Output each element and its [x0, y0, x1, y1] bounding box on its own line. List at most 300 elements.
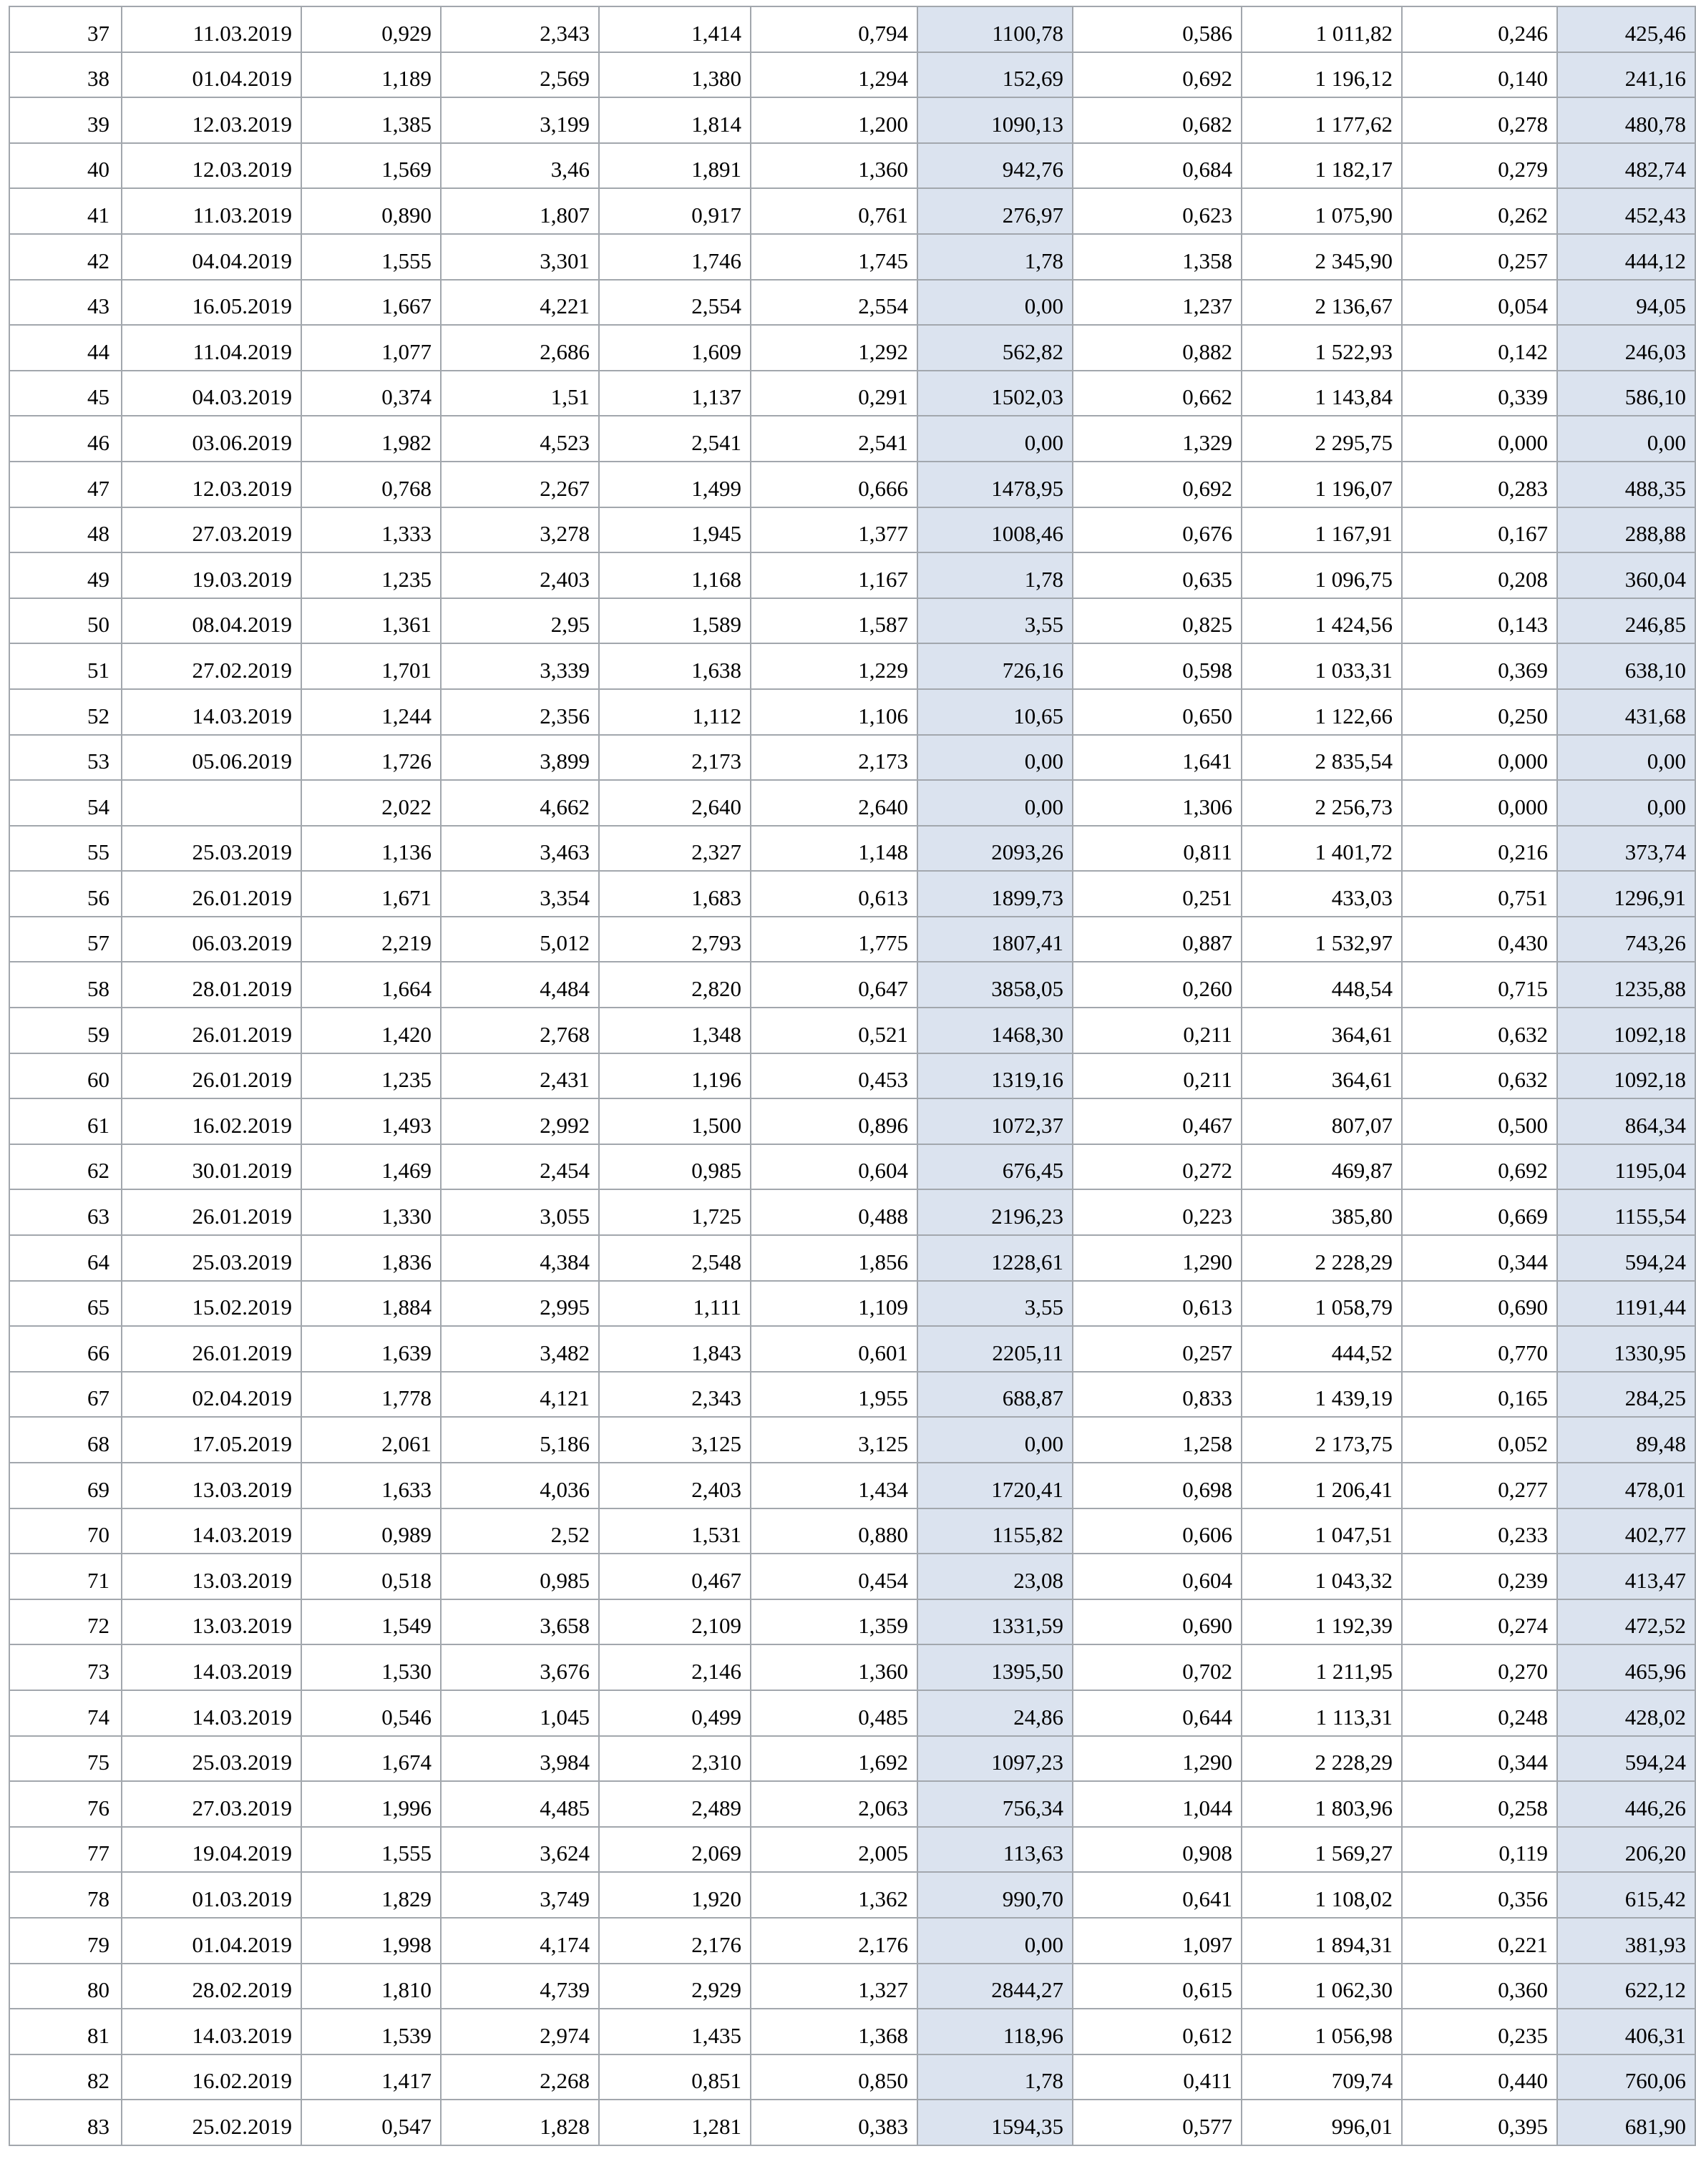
table-row	[9, 52, 1695, 98]
cell-value-b: 1,828	[441, 2100, 599, 2145]
cell-value-e: 0,692	[1073, 462, 1242, 507]
cell-value-b: 3,278	[441, 507, 599, 553]
cell-value-a: 1,244	[301, 689, 441, 735]
cell-value-d: 0,896	[751, 1098, 917, 1144]
cell-value-b: 4,036	[441, 1463, 599, 1508]
cell-value-d: 1,362	[751, 1872, 917, 1918]
cell-row-number: 82	[9, 2054, 122, 2100]
table-row	[9, 188, 1695, 234]
cell-value-c: 1,281	[599, 2100, 751, 2145]
cell-row-number: 61	[9, 1098, 122, 1144]
cell-amount-1: 469,87	[1242, 1144, 1402, 1190]
cell-value-e: 0,702	[1073, 1644, 1242, 1690]
cell-value-b: 4,484	[441, 962, 599, 1008]
cell-date: 19.03.2019	[122, 552, 301, 598]
cell-value-e: 0,257	[1073, 1326, 1242, 1372]
cell-value-b: 3,899	[441, 735, 599, 781]
cell-value-f: 0,142	[1402, 325, 1557, 371]
cell-value-c: 1,348	[599, 1008, 751, 1053]
cell-value-b: 2,431	[441, 1053, 599, 1099]
cell-sum-2: 1155,54	[1557, 1189, 1695, 1235]
cell-sum-2: 0,00	[1557, 780, 1695, 826]
cell-value-e: 0,251	[1073, 871, 1242, 917]
table-row	[9, 1144, 1695, 1190]
cell-date: 28.01.2019	[122, 962, 301, 1008]
cell-value-e: 0,833	[1073, 1372, 1242, 1418]
cell-value-d: 1,434	[751, 1463, 917, 1508]
table-row	[9, 462, 1695, 507]
cell-amount-1: 2 228,29	[1242, 1235, 1402, 1281]
cell-value-f: 0,052	[1402, 1417, 1557, 1463]
cell-row-number: 78	[9, 1872, 122, 1918]
cell-value-f: 0,279	[1402, 143, 1557, 189]
cell-sum-1: 562,82	[917, 325, 1073, 371]
cell-row-number: 79	[9, 1918, 122, 1964]
cell-value-a: 1,361	[301, 598, 441, 644]
cell-date: 13.03.2019	[122, 1599, 301, 1645]
cell-value-a: 2,061	[301, 1417, 441, 1463]
table-body	[9, 6, 1695, 2145]
cell-value-e: 0,211	[1073, 1008, 1242, 1053]
cell-value-d: 0,880	[751, 1508, 917, 1554]
cell-date: 27.03.2019	[122, 507, 301, 553]
cell-amount-1: 1 122,66	[1242, 689, 1402, 735]
cell-sum-1: 1072,37	[917, 1098, 1073, 1144]
cell-date: 27.02.2019	[122, 643, 301, 689]
table-row	[9, 1918, 1695, 1964]
cell-sum-2: 431,68	[1557, 689, 1695, 735]
table-row	[9, 689, 1695, 735]
table-row	[9, 1964, 1695, 2009]
cell-value-d: 1,368	[751, 2009, 917, 2054]
cell-value-a: 0,890	[301, 188, 441, 234]
cell-sum-2: 444,12	[1557, 234, 1695, 280]
cell-value-a: 1,726	[301, 735, 441, 781]
cell-value-f: 0,143	[1402, 598, 1557, 644]
cell-value-b: 4,485	[441, 1781, 599, 1827]
cell-value-b: 2,343	[441, 6, 599, 52]
cell-value-c: 2,554	[599, 280, 751, 326]
table-row	[9, 735, 1695, 781]
cell-date: 13.03.2019	[122, 1554, 301, 1599]
cell-row-number: 75	[9, 1736, 122, 1782]
cell-value-f: 0,344	[1402, 1235, 1557, 1281]
table-row	[9, 1189, 1695, 1235]
cell-value-a: 0,546	[301, 1690, 441, 1736]
cell-value-a: 1,664	[301, 962, 441, 1008]
cell-value-d: 2,640	[751, 780, 917, 826]
cell-sum-2: 381,93	[1557, 1918, 1695, 1964]
cell-value-a: 1,555	[301, 1827, 441, 1873]
cell-value-b: 3,984	[441, 1736, 599, 1782]
cell-value-f: 0,360	[1402, 1964, 1557, 2009]
cell-amount-1: 2 835,54	[1242, 735, 1402, 781]
cell-value-e: 0,887	[1073, 917, 1242, 962]
cell-value-b: 2,686	[441, 325, 599, 371]
cell-sum-1: 942,76	[917, 143, 1073, 189]
cell-sum-2: 413,47	[1557, 1554, 1695, 1599]
cell-value-b: 2,403	[441, 552, 599, 598]
cell-value-c: 1,746	[599, 234, 751, 280]
cell-row-number: 44	[9, 325, 122, 371]
cell-value-e: 0,662	[1073, 371, 1242, 416]
cell-sum-1: 0,00	[917, 780, 1073, 826]
data-table	[9, 6, 1696, 2146]
cell-sum-2: 594,24	[1557, 1736, 1695, 1782]
table-row	[9, 780, 1695, 826]
cell-value-c: 2,146	[599, 1644, 751, 1690]
cell-value-f: 0,140	[1402, 52, 1557, 98]
table-row	[9, 826, 1695, 872]
cell-value-a: 1,385	[301, 97, 441, 143]
cell-amount-1: 1 143,84	[1242, 371, 1402, 416]
cell-value-a: 1,136	[301, 826, 441, 872]
cell-value-c: 2,793	[599, 917, 751, 962]
cell-sum-1: 726,16	[917, 643, 1073, 689]
cell-value-e: 1,641	[1073, 735, 1242, 781]
cell-value-f: 0,165	[1402, 1372, 1557, 1418]
cell-sum-2: 425,46	[1557, 6, 1695, 52]
cell-sum-1: 1319,16	[917, 1053, 1073, 1099]
cell-row-number: 56	[9, 871, 122, 917]
table-row	[9, 1326, 1695, 1372]
cell-value-f: 0,221	[1402, 1918, 1557, 1964]
cell-value-c: 2,173	[599, 735, 751, 781]
cell-value-d: 1,745	[751, 234, 917, 280]
cell-value-f: 0,430	[1402, 917, 1557, 962]
cell-value-a: 2,022	[301, 780, 441, 826]
cell-value-d: 2,554	[751, 280, 917, 326]
cell-value-b: 3,199	[441, 97, 599, 143]
cell-value-a: 1,836	[301, 1235, 441, 1281]
cell-value-e: 0,606	[1073, 1508, 1242, 1554]
cell-value-d: 0,521	[751, 1008, 917, 1053]
cell-sum-1: 2196,23	[917, 1189, 1073, 1235]
cell-value-a: 1,884	[301, 1281, 441, 1327]
cell-value-f: 0,715	[1402, 962, 1557, 1008]
cell-value-d: 1,229	[751, 643, 917, 689]
cell-value-d: 1,359	[751, 1599, 917, 1645]
cell-row-number: 52	[9, 689, 122, 735]
cell-date: 17.05.2019	[122, 1417, 301, 1463]
cell-value-f: 0,054	[1402, 280, 1557, 326]
cell-amount-1: 1 177,62	[1242, 97, 1402, 143]
cell-value-a: 1,235	[301, 552, 441, 598]
cell-row-number: 41	[9, 188, 122, 234]
cell-amount-1: 433,03	[1242, 871, 1402, 917]
cell-sum-1: 23,08	[917, 1554, 1073, 1599]
table-row	[9, 416, 1695, 462]
cell-row-number: 65	[9, 1281, 122, 1327]
cell-value-e: 1,306	[1073, 780, 1242, 826]
cell-amount-1: 1 113,31	[1242, 1690, 1402, 1736]
cell-row-number: 72	[9, 1599, 122, 1645]
table-row	[9, 1781, 1695, 1827]
cell-date: 02.04.2019	[122, 1372, 301, 1418]
cell-row-number: 62	[9, 1144, 122, 1190]
cell-value-a: 2,219	[301, 917, 441, 962]
cell-value-c: 2,541	[599, 416, 751, 462]
cell-value-a: 1,235	[301, 1053, 441, 1099]
cell-value-e: 0,676	[1073, 507, 1242, 553]
cell-amount-1: 1 075,90	[1242, 188, 1402, 234]
cell-value-f: 0,270	[1402, 1644, 1557, 1690]
cell-date: 01.04.2019	[122, 52, 301, 98]
cell-sum-1: 1478,95	[917, 462, 1073, 507]
cell-sum-1: 276,97	[917, 188, 1073, 234]
table-row	[9, 1554, 1695, 1599]
cell-value-f: 0,246	[1402, 6, 1557, 52]
cell-sum-1: 3,55	[917, 1281, 1073, 1327]
cell-sum-2: 1092,18	[1557, 1008, 1695, 1053]
cell-sum-2: 478,01	[1557, 1463, 1695, 1508]
cell-value-c: 1,920	[599, 1872, 751, 1918]
cell-sum-2: 1092,18	[1557, 1053, 1695, 1099]
cell-value-b: 2,768	[441, 1008, 599, 1053]
cell-value-b: 1,045	[441, 1690, 599, 1736]
cell-amount-1: 1 047,51	[1242, 1508, 1402, 1554]
cell-value-d: 2,063	[751, 1781, 917, 1827]
cell-value-e: 0,604	[1073, 1554, 1242, 1599]
cell-row-number: 49	[9, 552, 122, 598]
cell-value-a: 1,633	[301, 1463, 441, 1508]
cell-sum-2: 586,10	[1557, 371, 1695, 416]
cell-value-b: 3,46	[441, 143, 599, 189]
table-row	[9, 1235, 1695, 1281]
cell-value-c: 2,109	[599, 1599, 751, 1645]
cell-value-a: 0,547	[301, 2100, 441, 2145]
cell-value-d: 2,173	[751, 735, 917, 781]
cell-value-b: 4,221	[441, 280, 599, 326]
cell-value-e: 0,586	[1073, 6, 1242, 52]
cell-sum-1: 2844,27	[917, 1964, 1073, 2009]
cell-value-c: 2,327	[599, 826, 751, 872]
cell-value-b: 4,739	[441, 1964, 599, 2009]
cell-sum-2: 638,10	[1557, 643, 1695, 689]
cell-value-c: 1,683	[599, 871, 751, 917]
cell-sum-2: 428,02	[1557, 1690, 1695, 1736]
cell-sum-2: 760,06	[1557, 2054, 1695, 2100]
cell-amount-1: 2 228,29	[1242, 1736, 1402, 1782]
cell-value-e: 0,612	[1073, 2009, 1242, 2054]
cell-row-number: 43	[9, 280, 122, 326]
cell-sum-2: 0,00	[1557, 416, 1695, 462]
cell-value-e: 0,223	[1073, 1189, 1242, 1235]
cell-value-f: 0,000	[1402, 735, 1557, 781]
cell-value-c: 2,820	[599, 962, 751, 1008]
cell-value-d: 0,453	[751, 1053, 917, 1099]
cell-sum-2: 622,12	[1557, 1964, 1695, 2009]
cell-value-b: 4,662	[441, 780, 599, 826]
cell-value-c: 1,843	[599, 1326, 751, 1372]
cell-value-d: 0,383	[751, 2100, 917, 2145]
cell-value-c: 1,814	[599, 97, 751, 143]
cell-row-number: 53	[9, 735, 122, 781]
cell-value-f: 0,500	[1402, 1098, 1557, 1144]
cell-value-e: 0,613	[1073, 1281, 1242, 1327]
cell-sum-1: 118,96	[917, 2009, 1073, 2054]
cell-sum-2: 482,74	[1557, 143, 1695, 189]
cell-row-number: 64	[9, 1235, 122, 1281]
cell-date: 26.01.2019	[122, 1326, 301, 1372]
cell-value-e: 0,260	[1073, 962, 1242, 1008]
cell-sum-2: 615,42	[1557, 1872, 1695, 1918]
cell-value-a: 1,569	[301, 143, 441, 189]
cell-amount-1: 1 532,97	[1242, 917, 1402, 962]
cell-value-b: 2,569	[441, 52, 599, 98]
cell-value-c: 1,500	[599, 1098, 751, 1144]
cell-row-number: 45	[9, 371, 122, 416]
cell-row-number: 74	[9, 1690, 122, 1736]
cell-sum-1: 3,55	[917, 598, 1073, 644]
cell-value-d: 0,666	[751, 462, 917, 507]
cell-value-b: 3,749	[441, 1872, 599, 1918]
cell-value-e: 0,272	[1073, 1144, 1242, 1190]
cell-value-a: 1,982	[301, 416, 441, 462]
cell-value-f: 0,632	[1402, 1053, 1557, 1099]
cell-value-a: 1,810	[301, 1964, 441, 2009]
cell-row-number: 66	[9, 1326, 122, 1372]
cell-sum-2: 864,34	[1557, 1098, 1695, 1144]
cell-value-e: 0,211	[1073, 1053, 1242, 1099]
table-row	[9, 234, 1695, 280]
cell-value-d: 0,291	[751, 371, 917, 416]
cell-value-a: 1,667	[301, 280, 441, 326]
cell-row-number: 67	[9, 1372, 122, 1418]
cell-value-e: 1,097	[1073, 1918, 1242, 1964]
cell-amount-1: 996,01	[1242, 2100, 1402, 2145]
cell-sum-2: 241,16	[1557, 52, 1695, 98]
cell-value-b: 2,995	[441, 1281, 599, 1327]
cell-value-e: 0,577	[1073, 2100, 1242, 2145]
table-row	[9, 1508, 1695, 1554]
cell-amount-1: 1 182,17	[1242, 143, 1402, 189]
cell-sum-1: 1331,59	[917, 1599, 1073, 1645]
cell-value-d: 1,775	[751, 917, 917, 962]
cell-value-c: 0,851	[599, 2054, 751, 2100]
cell-value-e: 1,237	[1073, 280, 1242, 326]
cell-value-b: 4,121	[441, 1372, 599, 1418]
cell-value-e: 1,329	[1073, 416, 1242, 462]
cell-row-number: 58	[9, 962, 122, 1008]
cell-row-number: 57	[9, 917, 122, 962]
cell-value-b: 2,95	[441, 598, 599, 644]
table-row	[9, 97, 1695, 143]
cell-amount-1: 2 256,73	[1242, 780, 1402, 826]
cell-value-d: 1,856	[751, 1235, 917, 1281]
cell-sum-1: 0,00	[917, 735, 1073, 781]
cell-value-f: 0,440	[1402, 2054, 1557, 2100]
cell-value-f: 0,208	[1402, 552, 1557, 598]
cell-sum-1: 1720,41	[917, 1463, 1073, 1508]
cell-value-d: 0,604	[751, 1144, 917, 1190]
cell-value-a: 1,330	[301, 1189, 441, 1235]
cell-sum-2: 206,20	[1557, 1827, 1695, 1873]
cell-value-b: 3,482	[441, 1326, 599, 1372]
cell-sum-2: 288,88	[1557, 507, 1695, 553]
cell-value-e: 0,467	[1073, 1098, 1242, 1144]
cell-sum-2: 681,90	[1557, 2100, 1695, 2145]
cell-amount-1: 1 211,95	[1242, 1644, 1402, 1690]
cell-value-d: 0,647	[751, 962, 917, 1008]
cell-value-c: 1,638	[599, 643, 751, 689]
cell-row-number: 77	[9, 1827, 122, 1873]
cell-sum-2: 284,25	[1557, 1372, 1695, 1418]
cell-sum-2: 246,03	[1557, 325, 1695, 371]
table-row	[9, 598, 1695, 644]
cell-value-d: 1,109	[751, 1281, 917, 1327]
cell-date: 28.02.2019	[122, 1964, 301, 2009]
table-row	[9, 2100, 1695, 2145]
cell-sum-1: 2093,26	[917, 826, 1073, 872]
cell-sum-2: 446,26	[1557, 1781, 1695, 1827]
cell-sum-2: 0,00	[1557, 735, 1695, 781]
cell-value-b: 5,012	[441, 917, 599, 962]
cell-value-f: 0,751	[1402, 871, 1557, 917]
cell-value-e: 0,644	[1073, 1690, 1242, 1736]
cell-value-c: 1,414	[599, 6, 751, 52]
cell-value-f: 0,119	[1402, 1827, 1557, 1873]
cell-value-d: 1,587	[751, 598, 917, 644]
cell-value-e: 0,635	[1073, 552, 1242, 598]
cell-sum-1: 0,00	[917, 1918, 1073, 1964]
cell-amount-1: 1 522,93	[1242, 325, 1402, 371]
cell-row-number: 70	[9, 1508, 122, 1554]
table-row	[9, 2054, 1695, 2100]
cell-value-c: 1,531	[599, 1508, 751, 1554]
cell-row-number: 46	[9, 416, 122, 462]
cell-amount-1: 364,61	[1242, 1053, 1402, 1099]
cell-value-a: 0,518	[301, 1554, 441, 1599]
cell-value-a: 0,989	[301, 1508, 441, 1554]
cell-amount-1: 1 011,82	[1242, 6, 1402, 52]
cell-amount-1: 1 894,31	[1242, 1918, 1402, 1964]
cell-date: 27.03.2019	[122, 1781, 301, 1827]
table-row	[9, 371, 1695, 416]
cell-value-f: 0,692	[1402, 1144, 1557, 1190]
cell-row-number: 47	[9, 462, 122, 507]
cell-sum-1: 152,69	[917, 52, 1073, 98]
cell-sum-2: 402,77	[1557, 1508, 1695, 1554]
table-row	[9, 1463, 1695, 1508]
cell-row-number: 54	[9, 780, 122, 826]
cell-date: 16.02.2019	[122, 2054, 301, 2100]
cell-row-number: 81	[9, 2009, 122, 2054]
cell-sum-2: 1235,88	[1557, 962, 1695, 1008]
cell-value-c: 2,929	[599, 1964, 751, 2009]
cell-value-e: 1,044	[1073, 1781, 1242, 1827]
cell-sum-1: 1594,35	[917, 2100, 1073, 2145]
cell-value-a: 1,493	[301, 1098, 441, 1144]
cell-value-f: 0,262	[1402, 188, 1557, 234]
cell-value-a: 1,549	[301, 1599, 441, 1645]
cell-value-c: 2,310	[599, 1736, 751, 1782]
cell-date: 14.03.2019	[122, 689, 301, 735]
cell-date: 11.04.2019	[122, 325, 301, 371]
cell-value-a: 1,996	[301, 1781, 441, 1827]
cell-value-a: 1,671	[301, 871, 441, 917]
cell-date	[122, 780, 301, 826]
cell-value-a: 0,374	[301, 371, 441, 416]
cell-sum-2: 89,48	[1557, 1417, 1695, 1463]
cell-value-d: 1,360	[751, 143, 917, 189]
cell-value-f: 0,669	[1402, 1189, 1557, 1235]
cell-value-f: 0,250	[1402, 689, 1557, 735]
cell-value-f: 0,257	[1402, 234, 1557, 280]
cell-row-number: 76	[9, 1781, 122, 1827]
cell-value-a: 1,420	[301, 1008, 441, 1053]
cell-value-c: 1,945	[599, 507, 751, 553]
